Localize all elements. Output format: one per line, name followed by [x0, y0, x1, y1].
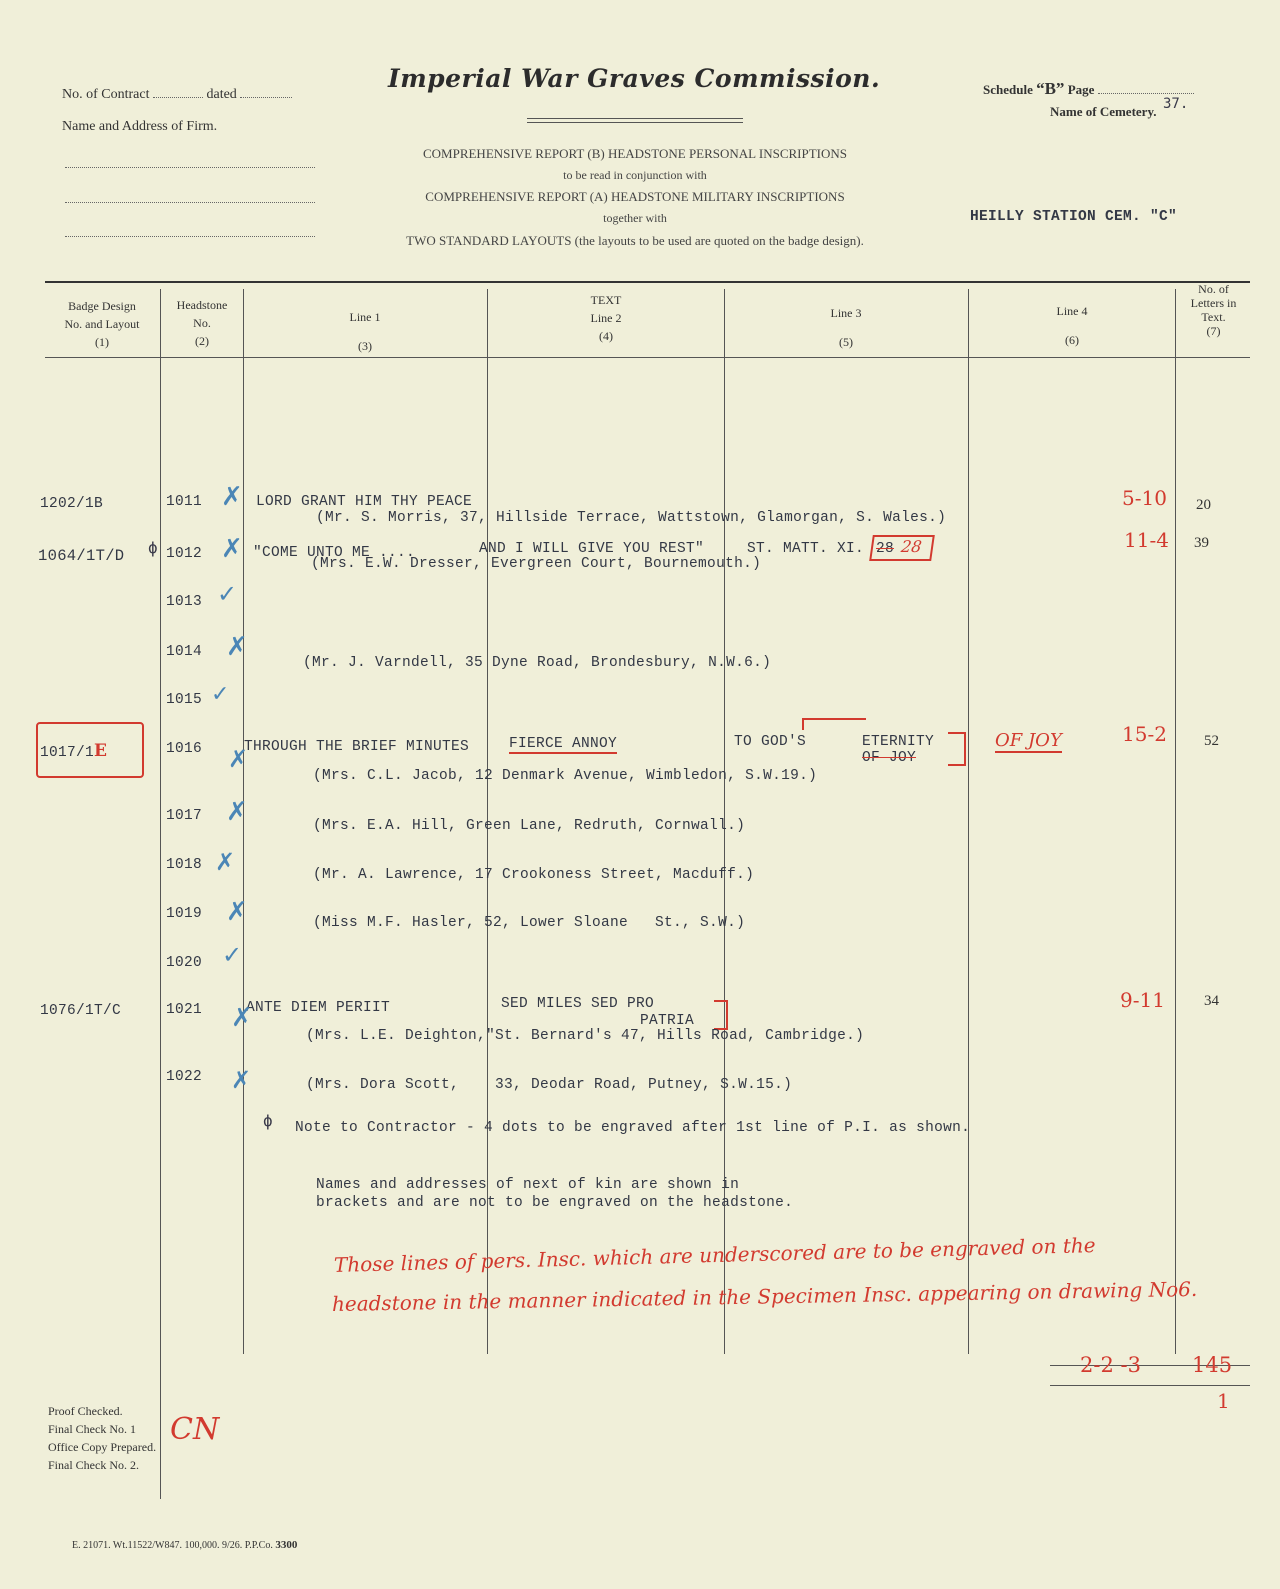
col-header-headstone: Headstone No. (2): [176, 298, 228, 348]
tick-mark: ✓: [222, 941, 243, 969]
page-label: Page: [1067, 82, 1095, 97]
count-1011: 20: [1196, 497, 1211, 513]
headstone-1018: 1018: [166, 857, 203, 873]
note-marker: ϕ: [263, 1111, 273, 1130]
line1-1011: LORD GRANT HIM THY PEACE: [256, 494, 473, 510]
handwritten-note-line-1: Those lines of pers. Insc. which are underscored are to be engraved on the: [333, 1233, 1096, 1277]
report-a-heading: COMPREHENSIVE REPORT (A) HEADSTONE MILITARY INSCRIPTIONS: [425, 189, 845, 204]
code-1021: 9-11: [1120, 988, 1165, 1012]
proof-checked: Proof Checked.: [48, 1404, 123, 1418]
line1-1016: THROUGH THE BRIEF MINUTES: [244, 739, 470, 755]
line2b-1021: PATRIA: [640, 1013, 695, 1029]
kin-note-line-1: Names and addresses of next of kin are shown in: [316, 1177, 740, 1193]
correction-1012: 28: [899, 537, 923, 556]
headstone-1011: 1011: [166, 494, 203, 510]
red-bracket: [714, 1000, 728, 1030]
address-1018: (Mr. A. Lawrence, 17 Crookoness Street, Macduff.): [313, 867, 755, 883]
address-1022: (Mrs. Dora Scott, 33, Deodar Road, Putney, S.W.15.): [306, 1077, 793, 1093]
dots-marker: ϕ: [148, 538, 158, 557]
final-check-2: Final Check No. 2.: [48, 1458, 139, 1472]
contract-label: No. of Contract: [62, 87, 150, 102]
address-1017: (Mrs. E.A. Hill, Green Lane, Redruth, Cornwall.): [313, 818, 746, 834]
handwritten-note-line-2: headstone in the manner indicated in the Specimen Insc. appearing on drawing No6.: [331, 1276, 1198, 1316]
print-reference: E. 21071. Wt.11522/W847. 100,000. 9/26. P.P.Co. 3300: [72, 1539, 298, 1551]
layouts-text: TWO STANDARD LAYOUTS (the layouts to be used are quoted on the badge design).: [406, 233, 864, 248]
firm-line-3: [65, 236, 315, 237]
count-1012: 39: [1194, 535, 1209, 551]
check-mark: ✗: [226, 632, 248, 662]
office-copy: Office Copy Prepared.: [48, 1440, 157, 1454]
count-1021: 34: [1204, 993, 1219, 1009]
line2-1021: SED MILES SED PRO: [501, 996, 655, 1012]
tick-mark: ✓: [211, 682, 230, 707]
check-mark: ✗: [221, 482, 243, 512]
conjunction-text: to be read in conjunction with: [563, 168, 707, 182]
cemetery-label: Name of Cemetery.: [1050, 104, 1157, 119]
col-header-letters: No. of Letters in Text. (7): [1190, 282, 1237, 338]
badge-1021: 1076/1T/C: [40, 1003, 122, 1019]
total-count: 145: [1192, 1353, 1233, 1377]
address-1011: (Mr. S. Morris, 37, Hillside Terrace, Wattstown, Glamorgan, S. Wales.): [316, 510, 947, 526]
red-bracket: [802, 718, 866, 730]
final-check-1: Final Check No. 1: [48, 1422, 136, 1436]
check-mark: ✗: [226, 797, 248, 827]
count-1016: 52: [1204, 733, 1219, 749]
proof-checks: [48, 1402, 156, 1474]
badge-correction: E: [94, 741, 108, 761]
form-title: Imperial War Graves Commission.: [388, 64, 881, 93]
line3-1016: TO GOD'S: [734, 734, 807, 750]
firm-line-1: [65, 167, 315, 168]
line2-1012: AND I WILL GIVE YOU REST": [479, 541, 705, 557]
correction-box: [869, 535, 935, 561]
col-header-line3: Line 3 (5): [830, 306, 862, 349]
headstone-1015: 1015: [166, 692, 203, 708]
col-header-line1: Line 1 (3): [349, 310, 381, 353]
address-1016: (Mrs. C.L. Jacob, 12 Denmark Avenue, Wimbledon, S.W.19.): [313, 768, 818, 784]
code-1012: 11-4: [1124, 528, 1169, 552]
check-mark: ✗: [231, 1003, 253, 1033]
address-1019: (Miss M.F. Hasler, 52, Lower Sloane St., S.W.): [313, 915, 746, 931]
firm-label: Name and Address of Firm.: [62, 119, 218, 134]
check-mark: ✗: [228, 745, 249, 773]
total-codes: 2-2 -3: [1080, 1353, 1141, 1377]
code-1016: 15-2: [1122, 722, 1167, 746]
dated-label: dated: [206, 87, 237, 102]
line1-1012: "COME UNTO ME ....: [253, 545, 416, 561]
line2-1016: FIERCE ANNOY: [509, 736, 618, 752]
headstone-1016: 1016: [166, 741, 203, 757]
page-number: 37.: [1163, 96, 1189, 112]
headstone-1019: 1019: [166, 906, 203, 922]
line3b-1016: ETERNITY: [862, 734, 935, 750]
report-b-heading: COMPREHENSIVE REPORT (B) HEADSTONE PERSONAL INSCRIPTIONS: [422, 146, 848, 161]
struck-1016: OF JOY: [862, 750, 917, 766]
col-header-line4: Line 4 (6): [1056, 304, 1088, 347]
total-tick: 1: [1217, 1389, 1230, 1413]
checker-initials: CN: [170, 1412, 220, 1447]
contractor-note: Note to Contractor - 4 dots to be engraved after 1st line of P.I. as shown.: [295, 1120, 971, 1136]
headstone-1013: 1013: [166, 594, 203, 610]
badge-1012: 1064/1T/D: [38, 547, 125, 565]
schedule-letter: “B”: [1036, 79, 1065, 98]
address-1012: (Mrs. E.W. Dresser, Evergreen Court, Bournemouth.): [311, 556, 762, 572]
address-1014: (Mr. J. Varndell, 35 Dyne Road, Brondesbury, N.W.6.): [303, 655, 772, 671]
together-text: together with: [603, 211, 667, 225]
red-bracket: [948, 732, 966, 766]
col-header-badge: Badge Design No. and Layout (1): [64, 299, 140, 349]
headstone-1022: 1022: [166, 1069, 203, 1085]
line4-1016: OF JOY: [995, 730, 1062, 751]
badge-1016: 1017/1E: [40, 741, 108, 761]
struck-1012: 28: [876, 541, 895, 557]
code-1011: 5-10: [1122, 486, 1167, 510]
kin-note-line-2: brackets and are not to be engraved on the headstone.: [316, 1195, 794, 1211]
check-mark: ✗: [221, 534, 243, 564]
firm-line-2: [65, 202, 315, 203]
schedule-label: Schedule: [983, 82, 1033, 97]
headstone-1021: 1021: [166, 1002, 203, 1018]
contract-field: [62, 87, 292, 103]
check-mark: ✗: [226, 897, 248, 927]
cemetery-name: HEILLY STATION CEM. "C": [970, 209, 1178, 225]
headstone-1014: 1014: [166, 644, 203, 660]
headstone-1017: 1017: [166, 808, 203, 824]
address-1021: (Mrs. L.E. Deighton,"St. Bernard's 47, Hills Road, Cambridge.): [306, 1028, 865, 1044]
col-header-line2: TEXT Line 2 (4): [590, 293, 622, 343]
line3-1012: ST. MATT. XI.: [747, 541, 865, 557]
headstone-1012: 1012: [166, 546, 203, 562]
check-mark: ✗: [215, 848, 236, 876]
line1-1021: ANTE DIEM PERIIT: [246, 1000, 391, 1016]
tick-mark: ✓: [217, 580, 238, 608]
headstone-1020: 1020: [166, 955, 203, 971]
check-mark: ✗: [231, 1066, 252, 1094]
badge-1011: 1202/1B: [40, 496, 104, 512]
